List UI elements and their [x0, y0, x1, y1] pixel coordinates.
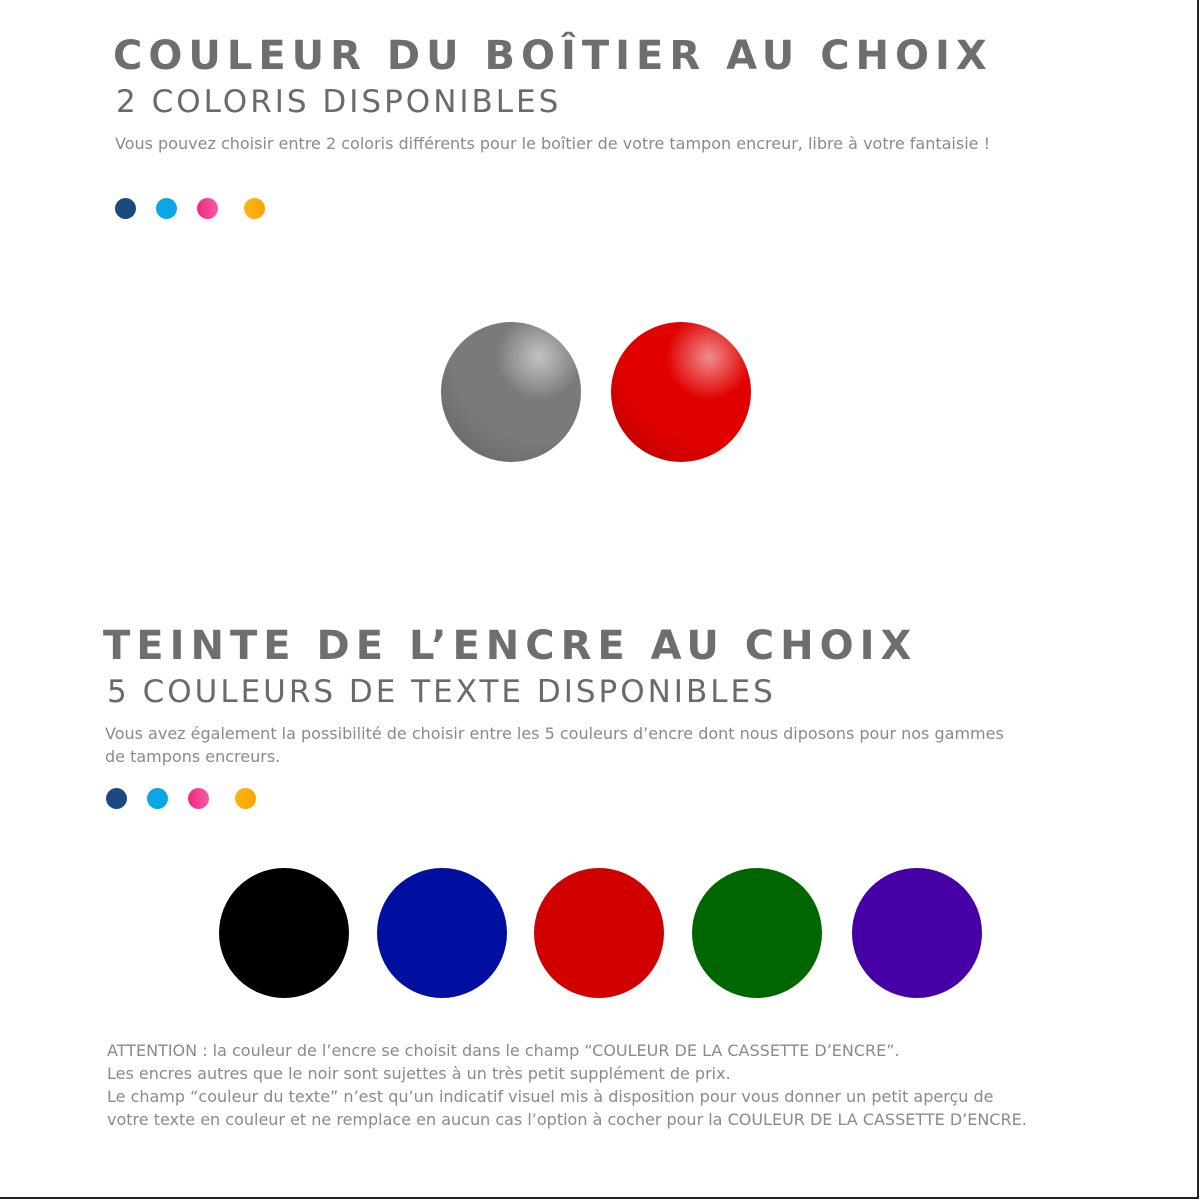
accent-dot-magenta: [197, 198, 218, 219]
accent-dot-cyan: [147, 788, 168, 809]
ink-color-description: Vous avez également la possibilité de choisir entre les 5 couleurs d’encre dont nous diposons pour nos gammes de tampons encreurs.: [105, 724, 1004, 766]
attention-line: Les encres autres que le noir sont sujettes à un très petit supplément de prix.: [107, 1064, 731, 1083]
case-color-title: COULEUR DU BOÎTIER AU CHOIX: [113, 33, 993, 79]
accent-dots-bottom: [106, 788, 266, 810]
ink-swatch-black[interactable]: [219, 868, 349, 998]
ink-swatch-blue[interactable]: [377, 868, 507, 998]
case-color-description: Vous pouvez choisir entre 2 coloris différents pour le boîtier de votre tampon encreur, libre à votre fantaisie !: [115, 134, 990, 153]
attention-notice: [107, 1039, 1127, 1131]
ink-color-title: TEINTE DE L’ENCRE AU CHOIX: [103, 623, 918, 669]
accent-dot-navy: [115, 198, 136, 219]
attention-line: ATTENTION : la couleur de l’encre se choisit dans le champ “COULEUR DE LA CASSETTE D’ENCRE”.: [107, 1041, 900, 1060]
case-color-subtitle: 2 COLORIS DISPONIBLES: [116, 84, 562, 120]
accent-dot-yellow: [244, 198, 265, 219]
case-color-swatch-gray[interactable]: [441, 322, 581, 462]
ink-swatch-green[interactable]: [692, 868, 822, 998]
accent-dot-yellow: [235, 788, 256, 809]
ink-swatch-purple[interactable]: [852, 868, 982, 998]
case-color-swatch-red[interactable]: [611, 322, 751, 462]
accent-dot-cyan: [156, 198, 177, 219]
attention-line: Le champ “couleur du texte” n’est qu’un indicatif visuel mis à disposition pour vous donner un petit aperçu de: [107, 1087, 994, 1106]
accent-dot-navy: [106, 788, 127, 809]
accent-dot-magenta: [188, 788, 209, 809]
attention-line: votre texte en couleur et ne remplace en aucun cas l’option à cocher pour la COULEUR DE LA CASSETTE D’ENCRE.: [107, 1110, 1027, 1129]
ink-color-subtitle: 5 COULEURS DE TEXTE DISPONIBLES: [107, 674, 776, 710]
accent-dots-top: [115, 198, 275, 220]
ink-swatch-red[interactable]: [534, 868, 664, 998]
